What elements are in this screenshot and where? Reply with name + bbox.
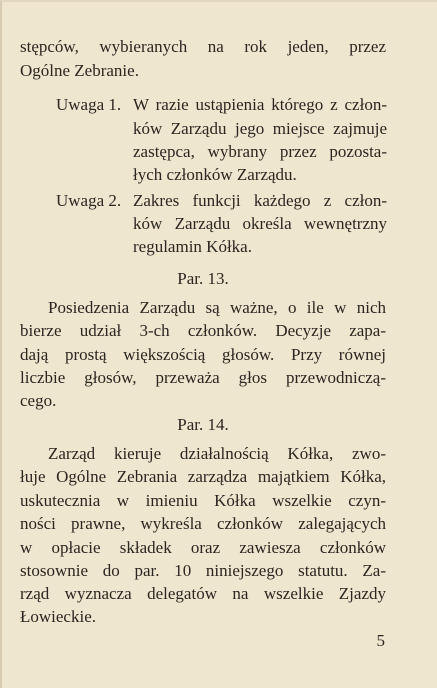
- text-line: uskutecznia w imieniu Kółka wszelkie czyn-: [20, 491, 386, 510]
- note-2-line: regulamin Kółka.: [133, 237, 252, 256]
- note-1-line: zastępca, wybrany przez pozosta-: [133, 142, 387, 161]
- note-1-line: W razie ustąpienia którego z człon-: [133, 95, 387, 114]
- note-2-line: ków Zarządu określa wewnętrzny: [133, 214, 387, 233]
- section-heading-par-14: Par. 14.: [177, 415, 229, 434]
- text-line: Posiedzenia Zarządu są ważne, o ile w nich: [48, 298, 386, 317]
- text-line: ności prawne, wykreśla członków zalegających: [20, 514, 386, 533]
- text-line: stosownie do par. 10 niniejszego statutu. Za-: [20, 561, 386, 580]
- text-line: liczbie głosów, przeważa głos przewodniczą-: [20, 368, 386, 387]
- text-line: bierze udział 3-ch członków. Decyzje zapa-: [20, 321, 386, 340]
- section-heading-par-13: Par. 13.: [177, 269, 229, 288]
- text-line: Ogólne Zebranie.: [20, 61, 139, 80]
- note-1-line: ków Zarządu jego miejsce zajmuje: [133, 119, 387, 138]
- text-line: łuje Ogólne Zebrania zarządza majątkiem Kółka,: [20, 467, 386, 486]
- text-line: dają prostą większością głosów. Przy równej: [20, 345, 386, 364]
- text-line: Łowieckie.: [20, 607, 96, 626]
- note-2-line: Zakres funkcji każdego z człon-: [133, 191, 387, 210]
- note-1-line: łych członków Zarządu.: [133, 165, 297, 184]
- text-line: cego.: [20, 391, 57, 410]
- page-number: 5: [376, 631, 385, 650]
- text-line: rząd wyznacza delegatów na wszelkie Zjazdy: [20, 584, 386, 603]
- note-2-label: Uwaga 2.: [56, 191, 122, 210]
- text-line: Zarząd kieruje działalnością Kółka, zwo-: [48, 444, 386, 463]
- text-line: w opłacie składek oraz zawiesza członków: [20, 538, 386, 557]
- text-line: stępców, wybieranych na rok jeden, przez: [20, 37, 386, 56]
- note-1-label: Uwaga 1.: [56, 95, 122, 114]
